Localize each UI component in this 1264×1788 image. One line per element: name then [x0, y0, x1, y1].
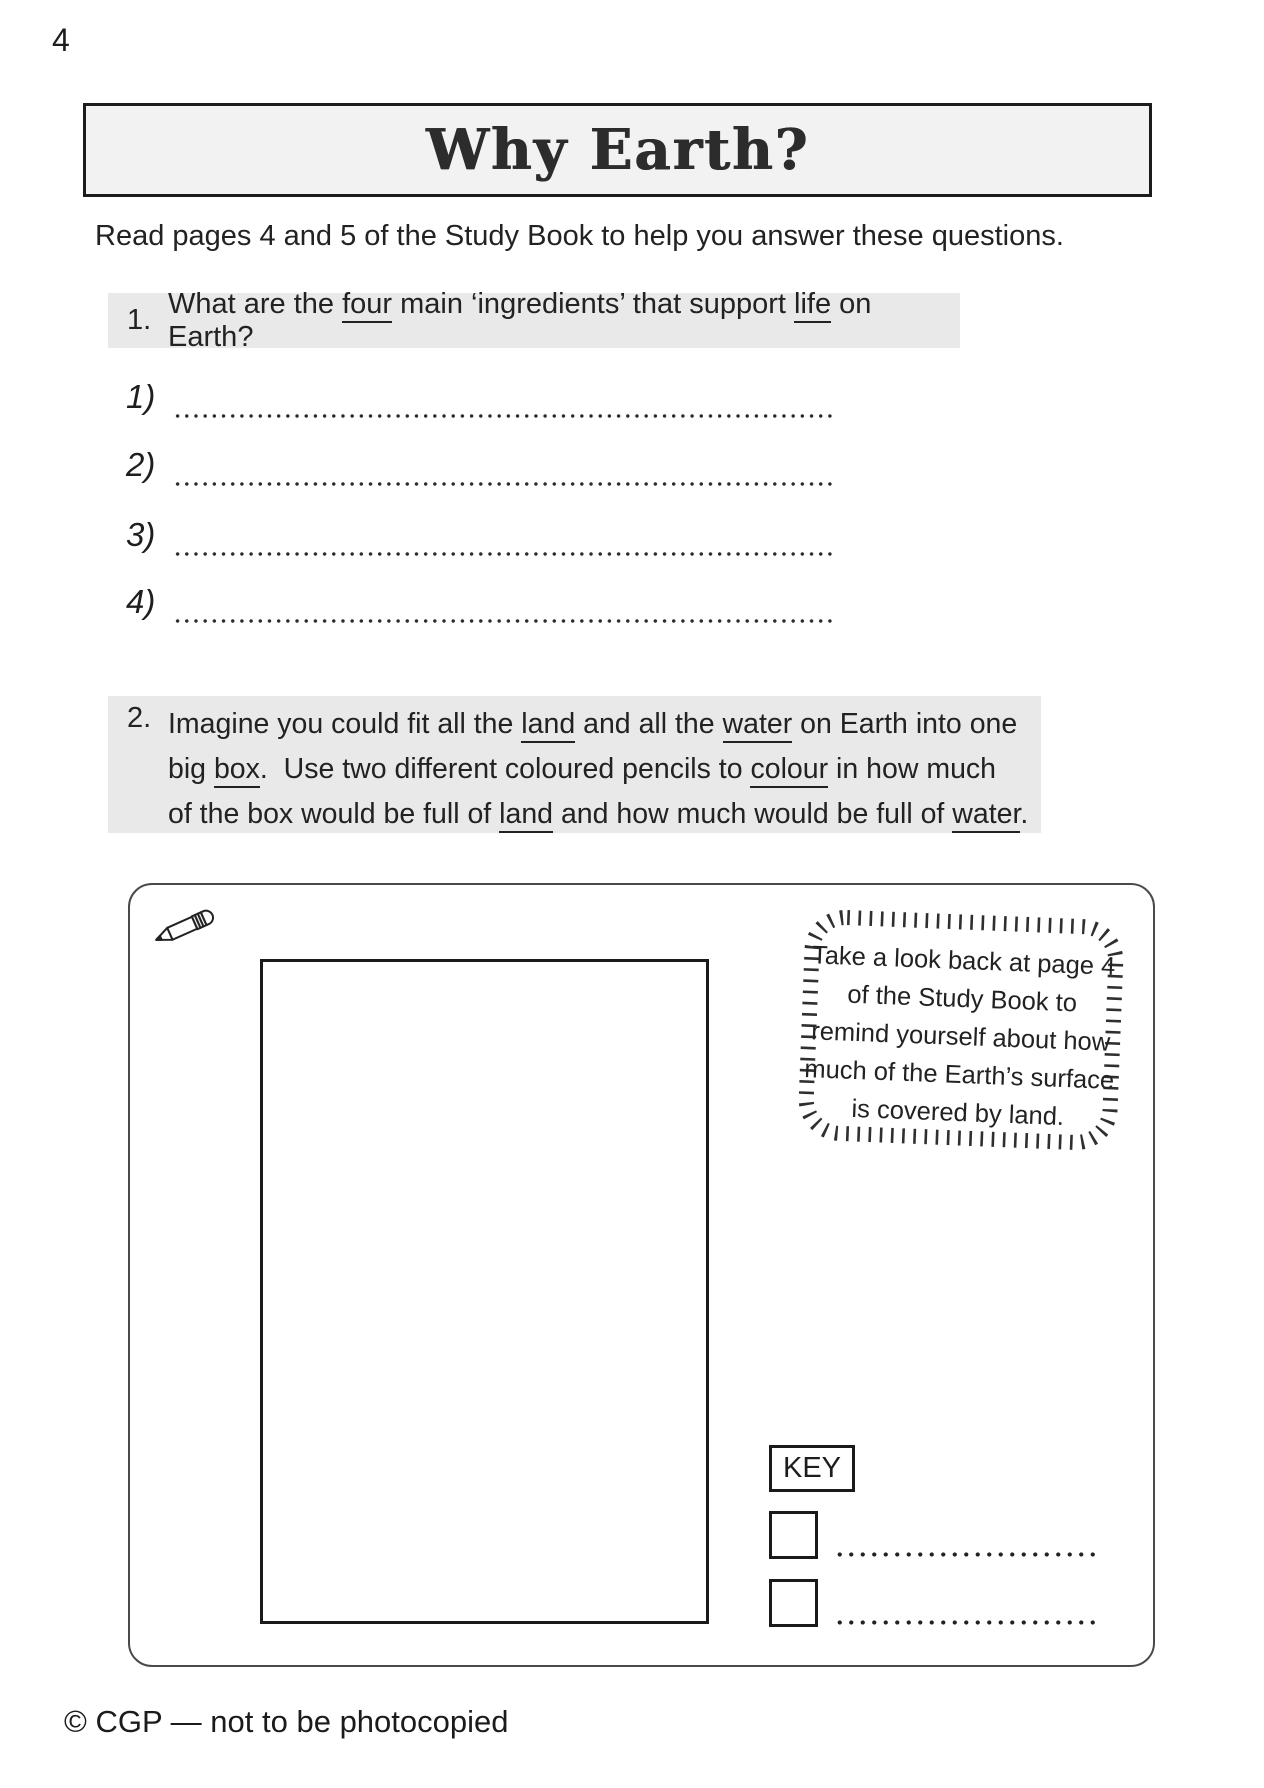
text-segment: on Earth into one	[792, 708, 1018, 740]
text-segment: What are the	[168, 287, 343, 320]
question-2-line	[168, 792, 1041, 837]
intro-text: Read pages 4 and 5 of the Study Book to help you answer these questions.	[95, 220, 1064, 252]
title-box	[83, 103, 1152, 197]
key-row	[769, 1579, 1095, 1627]
footer-text: © CGP — not to be photocopied	[64, 1704, 509, 1739]
key-label: KEY	[782, 1452, 842, 1484]
answer-row	[126, 516, 834, 560]
question-1-number: 1.	[127, 304, 152, 336]
text-segment: big	[168, 753, 214, 785]
answer-label: 4)	[126, 583, 156, 620]
question-2-number: 2.	[127, 702, 152, 734]
answer-dotted-line[interactable]	[173, 551, 834, 557]
text-segment: land	[499, 798, 553, 833]
key-box	[769, 1445, 855, 1492]
question-2-line	[168, 747, 1041, 792]
question-1	[108, 287, 960, 353]
text-segment: in how much	[828, 753, 997, 785]
text-segment: colour	[750, 753, 828, 788]
note-line: is covered by land.	[851, 1094, 1065, 1132]
question-2-body	[108, 696, 1041, 837]
text-segment: and how much would be full of	[553, 798, 953, 830]
pencil-icon	[144, 895, 220, 953]
answer-label: 2)	[126, 446, 156, 483]
answer-label: 1)	[126, 378, 156, 415]
answer-row	[126, 446, 834, 490]
note-line: much of the Earth’s surface	[803, 1055, 1115, 1095]
answer-dotted-line[interactable]	[173, 413, 834, 419]
text-segment: four	[342, 288, 392, 323]
text-segment: on Earth?	[168, 287, 872, 353]
key-checkbox[interactable]	[769, 1511, 818, 1559]
page-number: 4	[52, 22, 70, 58]
text-segment: box	[214, 753, 260, 788]
key-row	[769, 1511, 1095, 1559]
answer-row	[126, 583, 834, 627]
study-tip-note	[787, 899, 1134, 1162]
question-2-line	[168, 702, 1041, 747]
answer-row	[126, 378, 834, 422]
text-segment: land	[521, 708, 575, 743]
note-line: remind yourself about how	[810, 1017, 1111, 1057]
question-2	[108, 696, 1041, 833]
text-segment: water	[952, 798, 1020, 833]
note-line: of the Study Book to	[846, 980, 1078, 1018]
answer-dotted-line[interactable]	[173, 618, 834, 624]
key-dotted-line[interactable]	[834, 1619, 1095, 1626]
text-segment: . Use two different coloured pencils to	[259, 753, 751, 785]
text-segment: Imagine you could fit all the	[168, 708, 522, 740]
answer-dotted-line[interactable]	[173, 481, 834, 487]
drawing-box[interactable]	[260, 959, 709, 1624]
page-title: Why Earth?	[425, 117, 810, 183]
text-segment: water	[723, 708, 793, 743]
note-line: Take a look back at page 4	[811, 941, 1116, 981]
text-segment: of the box would be full of	[168, 798, 500, 830]
key-checkbox[interactable]	[769, 1579, 818, 1627]
text-segment: main ‘ingredients’ that support	[392, 287, 794, 320]
key-dotted-line[interactable]	[834, 1551, 1095, 1558]
text-segment: life	[794, 288, 831, 323]
activity-panel	[128, 883, 1155, 1667]
answer-label: 3)	[126, 516, 156, 553]
question-1-text	[168, 288, 960, 354]
text-segment: .	[1020, 798, 1029, 830]
text-segment: and all the	[575, 708, 723, 740]
